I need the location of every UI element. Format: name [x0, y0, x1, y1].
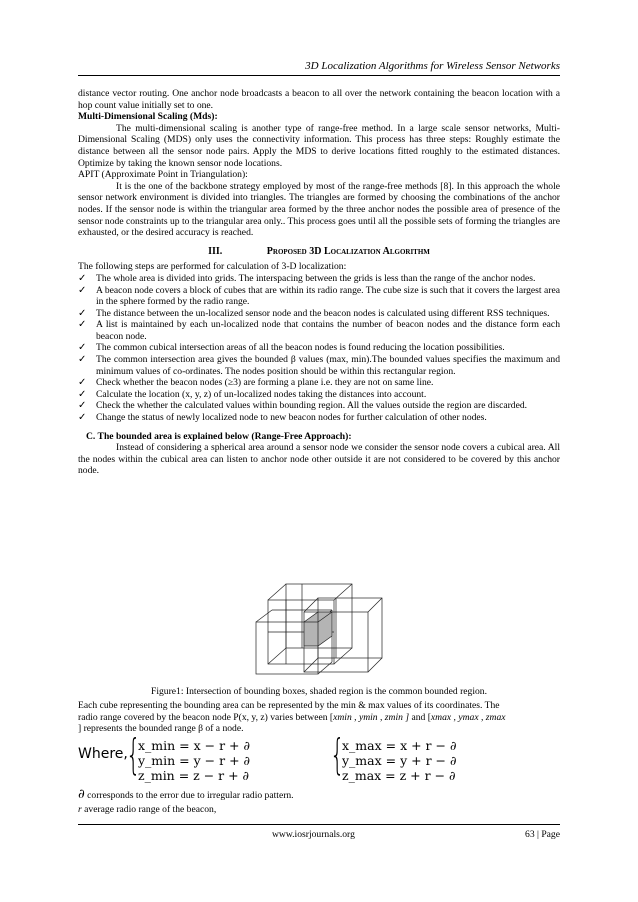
- footer-rule: [78, 824, 560, 825]
- steps-list: [78, 273, 560, 424]
- equations: [78, 730, 560, 786]
- checkmark-icon: ✓: [78, 284, 87, 296]
- checkmark-icon: ✓: [78, 354, 87, 366]
- where-label: Where,: [78, 746, 128, 762]
- subsection-paragraph: Instead of considering a spherical area around a sensor node we consider the sensor node covers a cubical area. All the nodes within the cubical area can listen to anchor node other outside it are not considered to be covered by this anchor node.: [78, 442, 560, 477]
- r-symbol: r: [78, 804, 82, 815]
- r-note: r average radio range of the beacon,: [78, 804, 217, 815]
- equation-z-max: z_max = z + r − ∂: [342, 768, 456, 783]
- equation-x-max: x_max = x + r − ∂: [342, 738, 457, 753]
- subsection-heading: C. The bounded area is explained below (Range-Free Approach):: [86, 430, 352, 442]
- mds-heading: Multi-Dimensional Scaling (Mds):: [78, 111, 218, 123]
- steps-lead: The following steps are performed for calculation of 3-D localization:: [78, 261, 347, 273]
- checkmark-icon: ✓: [78, 342, 87, 354]
- footer-page-number: 63 | Page: [525, 829, 560, 840]
- list-item: ✓ The distance between the un-localized sensor node and the beacon nodes is calculated using different RSS techniques.: [78, 307, 550, 319]
- partial-note: ∂ corresponds to the error due to irregular radio pattern.: [78, 787, 294, 802]
- running-header: 3D Localization Algorithms for Wireless Sensor Networks: [305, 60, 560, 72]
- list-item: ✓ Check the whether the calculated values within bounding region. All the values outside the region are discarded.: [78, 400, 528, 412]
- figure-caption: Figure1: Intersection of bounding boxes, shaded region is the common bounded region.: [151, 686, 487, 697]
- equation-z-min: z_min = z − r + ∂: [138, 768, 250, 783]
- explanation-line-1: Each cube representing the bounding area can be represented by the min & max values of its coordinates. The: [78, 700, 500, 711]
- bounding-explanation: [78, 700, 560, 735]
- list-item: ✓ Change the status of newly localized node to new beacon nodes for further calculation of other nodes.: [78, 412, 487, 424]
- mds-paragraph: The multi-dimensional scaling is another type of range-free method. In a large scale sensor networks, Multi-Dimensional Scaling (MDS) only uses the connectivity information. This process has three steps: Roughly estimate the distance between all the sensor node pairs. Apply the MDS to derive locations fitted roughly to the estimated distances. Optimize by taking the known sensor node locations.: [78, 122, 560, 169]
- checkmark-icon: ✓: [78, 388, 87, 400]
- explanation-line-2: radio range covered by the beacon node P(x, y, z) varies between [xmin , ymin , zmin ] and [xmax , ymax , zmax: [78, 711, 506, 723]
- checkmark-icon: ✓: [78, 400, 87, 412]
- section-heading: [78, 246, 560, 258]
- brace-right: {: [330, 730, 345, 779]
- list-item: ✓ Calculate the location (x, y, z) of un-localized nodes taking the distances into account.: [78, 388, 427, 400]
- intro-paragraph: distance vector routing. One anchor node broadcasts a beacon to all over the network containing the beacon location with a hop count value initially set to one.: [78, 88, 560, 111]
- equation-y-min: y_min = y − r + ∂: [138, 753, 250, 768]
- bounding-boxes-figure: [252, 578, 386, 678]
- header-rule: [78, 75, 560, 76]
- checkmark-icon: ✓: [78, 377, 87, 389]
- checkmark-icon: ✓: [78, 319, 87, 331]
- partial-symbol: ∂: [78, 787, 85, 802]
- section-number: III.: [208, 245, 223, 257]
- equation-x-min: x_min = x − r + ∂: [138, 738, 250, 753]
- section-title: Proposed 3D Localization Algorithm: [266, 245, 430, 257]
- checkmark-icon: ✓: [78, 307, 87, 319]
- list-item: ✓ The whole area is divided into grids. The interspacing between the grids is less than the range of the anchor nodes.: [78, 272, 536, 284]
- checkmark-icon: ✓: [78, 272, 87, 284]
- list-item: ✓ Check whether the beacon nodes (≥3) are forming a plane i.e. they are not on same line.: [78, 377, 434, 389]
- apit-heading: APIT (Approximate Point in Triangulation):: [78, 169, 248, 181]
- list-item: ✓ A beacon node covers a block of cubes that are within its radio range. The cube size is such that it covers the largest area in the sphere formed by the radio range.: [78, 284, 560, 308]
- footer-site: www.iosrjournals.org: [272, 829, 355, 840]
- list-item: ✓ A list is maintained by each un-localized node that contains the number of beacon nodes and the distance form each beacon node.: [78, 319, 560, 342]
- body-text: [78, 88, 560, 477]
- explanation-line-3: ] represents the bounded range β of a node.: [78, 723, 244, 735]
- list-item: ✓ The common intersection area gives the bounded β values (max, min).The bounded values specifies the maximum and minimum values of co-ordinates. The nodes position should be within this rectangular region.: [78, 354, 560, 377]
- checkmark-icon: ✓: [78, 412, 87, 424]
- equation-y-max: y_max = y + r − ∂: [342, 753, 457, 768]
- brace-left: {: [126, 730, 141, 779]
- apit-paragraph: It is the one of the backbone strategy employed by most of the range-free methods [8]. In this approach the whole sensor network environment is divided into triangles. The triangles are formed by choosing the combinations of the anchor nodes. If the sensor node is within the triangular area formed by the three anchor nodes the possible area of presence of the sensor node constraints up to the triangular area only.. This process goes until all the possible sets of forming the triangles are exhausted, or the desired accuracy is reached.: [78, 180, 560, 239]
- list-item: ✓ The common cubical intersection areas of all the beacon nodes is found reducing the location possibilities.: [78, 342, 505, 354]
- symbol-notes: [78, 788, 560, 817]
